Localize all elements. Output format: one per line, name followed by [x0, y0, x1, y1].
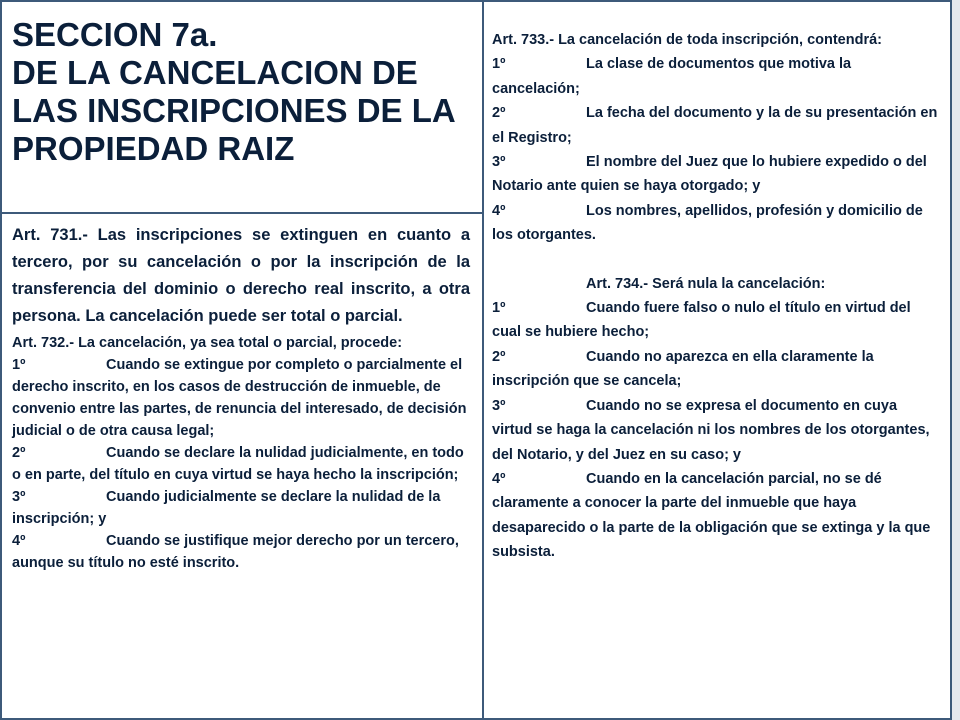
- art-734-intro: [492, 272, 938, 296]
- item-number: 2º: [12, 445, 26, 461]
- art-732-item-4: [12, 530, 470, 574]
- item-text: El nombre del Juez que lo hubiere expedido o del Notario ante quien se haya otorgado; y: [492, 154, 927, 195]
- item-text: Cuando no se expresa el documento en cuya virtud se haga la cancelación ni los nombres de los otorgantes, del Notario, y del Juez en su caso; y: [492, 397, 930, 463]
- item-text: Cuando no aparezca en ella claramente la inscripción que se cancela;: [492, 348, 874, 390]
- art-731-paragraph: Art. 731.- Las inscripciones se extinguen en cuanto a tercero, por su cancelación o por la inscripción de la transferencia del dominio o derecho real inscrito, a otra persona. La cancelación puede ser total o parcial.: [12, 226, 470, 325]
- art-734-item-3: [492, 394, 938, 467]
- item-text: Cuando fuere falso o nulo el título en virtud del cual se hubiere hecho;: [492, 300, 911, 341]
- art-733-item-3: [492, 150, 938, 199]
- item-text: Cuando se extingue por completo o parcialmente el derecho inscrito, en los casos de destrucción de inmueble, de convenio entre las partes, de renuncia del interesado, de decisión judicial o de otra causa legal;: [12, 357, 467, 439]
- item-number: 2º: [492, 105, 506, 122]
- right-edge-strip: [952, 0, 960, 720]
- art-732-item-3: [12, 486, 470, 530]
- item-number: 4º: [492, 470, 506, 487]
- item-text: La fecha del documento y la de su presentación en el Registro;: [492, 105, 938, 146]
- item-number: 1º: [492, 56, 506, 73]
- item-number: 1º: [12, 357, 26, 373]
- section-title-box: [0, 0, 484, 214]
- item-text: La clase de documentos que motiva la cancelación;: [492, 56, 852, 97]
- item-number: 4º: [12, 533, 26, 549]
- item-text: Cuando se justifique mejor derecho por un tercero, aunque su título no esté inscrito.: [12, 533, 459, 571]
- item-text: Los nombres, apellidos, profesión y domicilio de los otorgantes.: [492, 202, 923, 244]
- item-number: 2º: [492, 348, 506, 365]
- section-title-line-1: SECCION 7a.: [12, 16, 218, 53]
- art-734-intro-text: Art. 734.- Será nula la cancelación:: [586, 275, 826, 292]
- art-734-item-1: [492, 296, 938, 345]
- art-734-item-4: [492, 467, 938, 565]
- art-734-item-2: [492, 345, 938, 394]
- item-text: Cuando se declare la nulidad judicialmente, en todo o en parte, del título en cuya virtud se haya hecho la inscripción;: [12, 445, 464, 483]
- art-733-intro: Art. 733.- La cancelación de toda inscripción, contendrá:: [492, 32, 882, 48]
- art-732-item-1: [12, 354, 470, 442]
- art-733-item-4: [492, 199, 938, 248]
- item-number: 1º: [492, 300, 506, 317]
- item-number: 3º: [492, 154, 506, 171]
- section-title-line-3: LAS INSCRIPCIONES DE LA: [12, 92, 456, 129]
- art-733-item-1: [492, 52, 938, 101]
- art-732-item-2: [12, 442, 470, 486]
- item-number: 4º: [492, 202, 506, 219]
- art-733-item-2: [492, 101, 938, 150]
- art-732-intro: Art. 732.- La cancelación, ya sea total o parcial, procede:: [12, 335, 403, 351]
- item-text: Cuando judicialmente se declare la nulidad de la inscripción; y: [12, 489, 441, 527]
- section-title-line-4: PROPIEDAD RAIZ: [12, 130, 295, 167]
- item-number: 3º: [12, 489, 26, 505]
- section-title-line-2: DE LA CANCELACION DE: [12, 54, 418, 91]
- left-text-box: [0, 212, 484, 720]
- item-text: Cuando en la cancelación parcial, no se dé claramente a conocer la parte del inmueble que haya desaparecido o la parte de la obligación que se extinga y la que subsista.: [492, 470, 931, 561]
- paragraph-spacer: [492, 248, 938, 272]
- right-text-box: [482, 0, 952, 720]
- item-number: 3º: [492, 397, 506, 414]
